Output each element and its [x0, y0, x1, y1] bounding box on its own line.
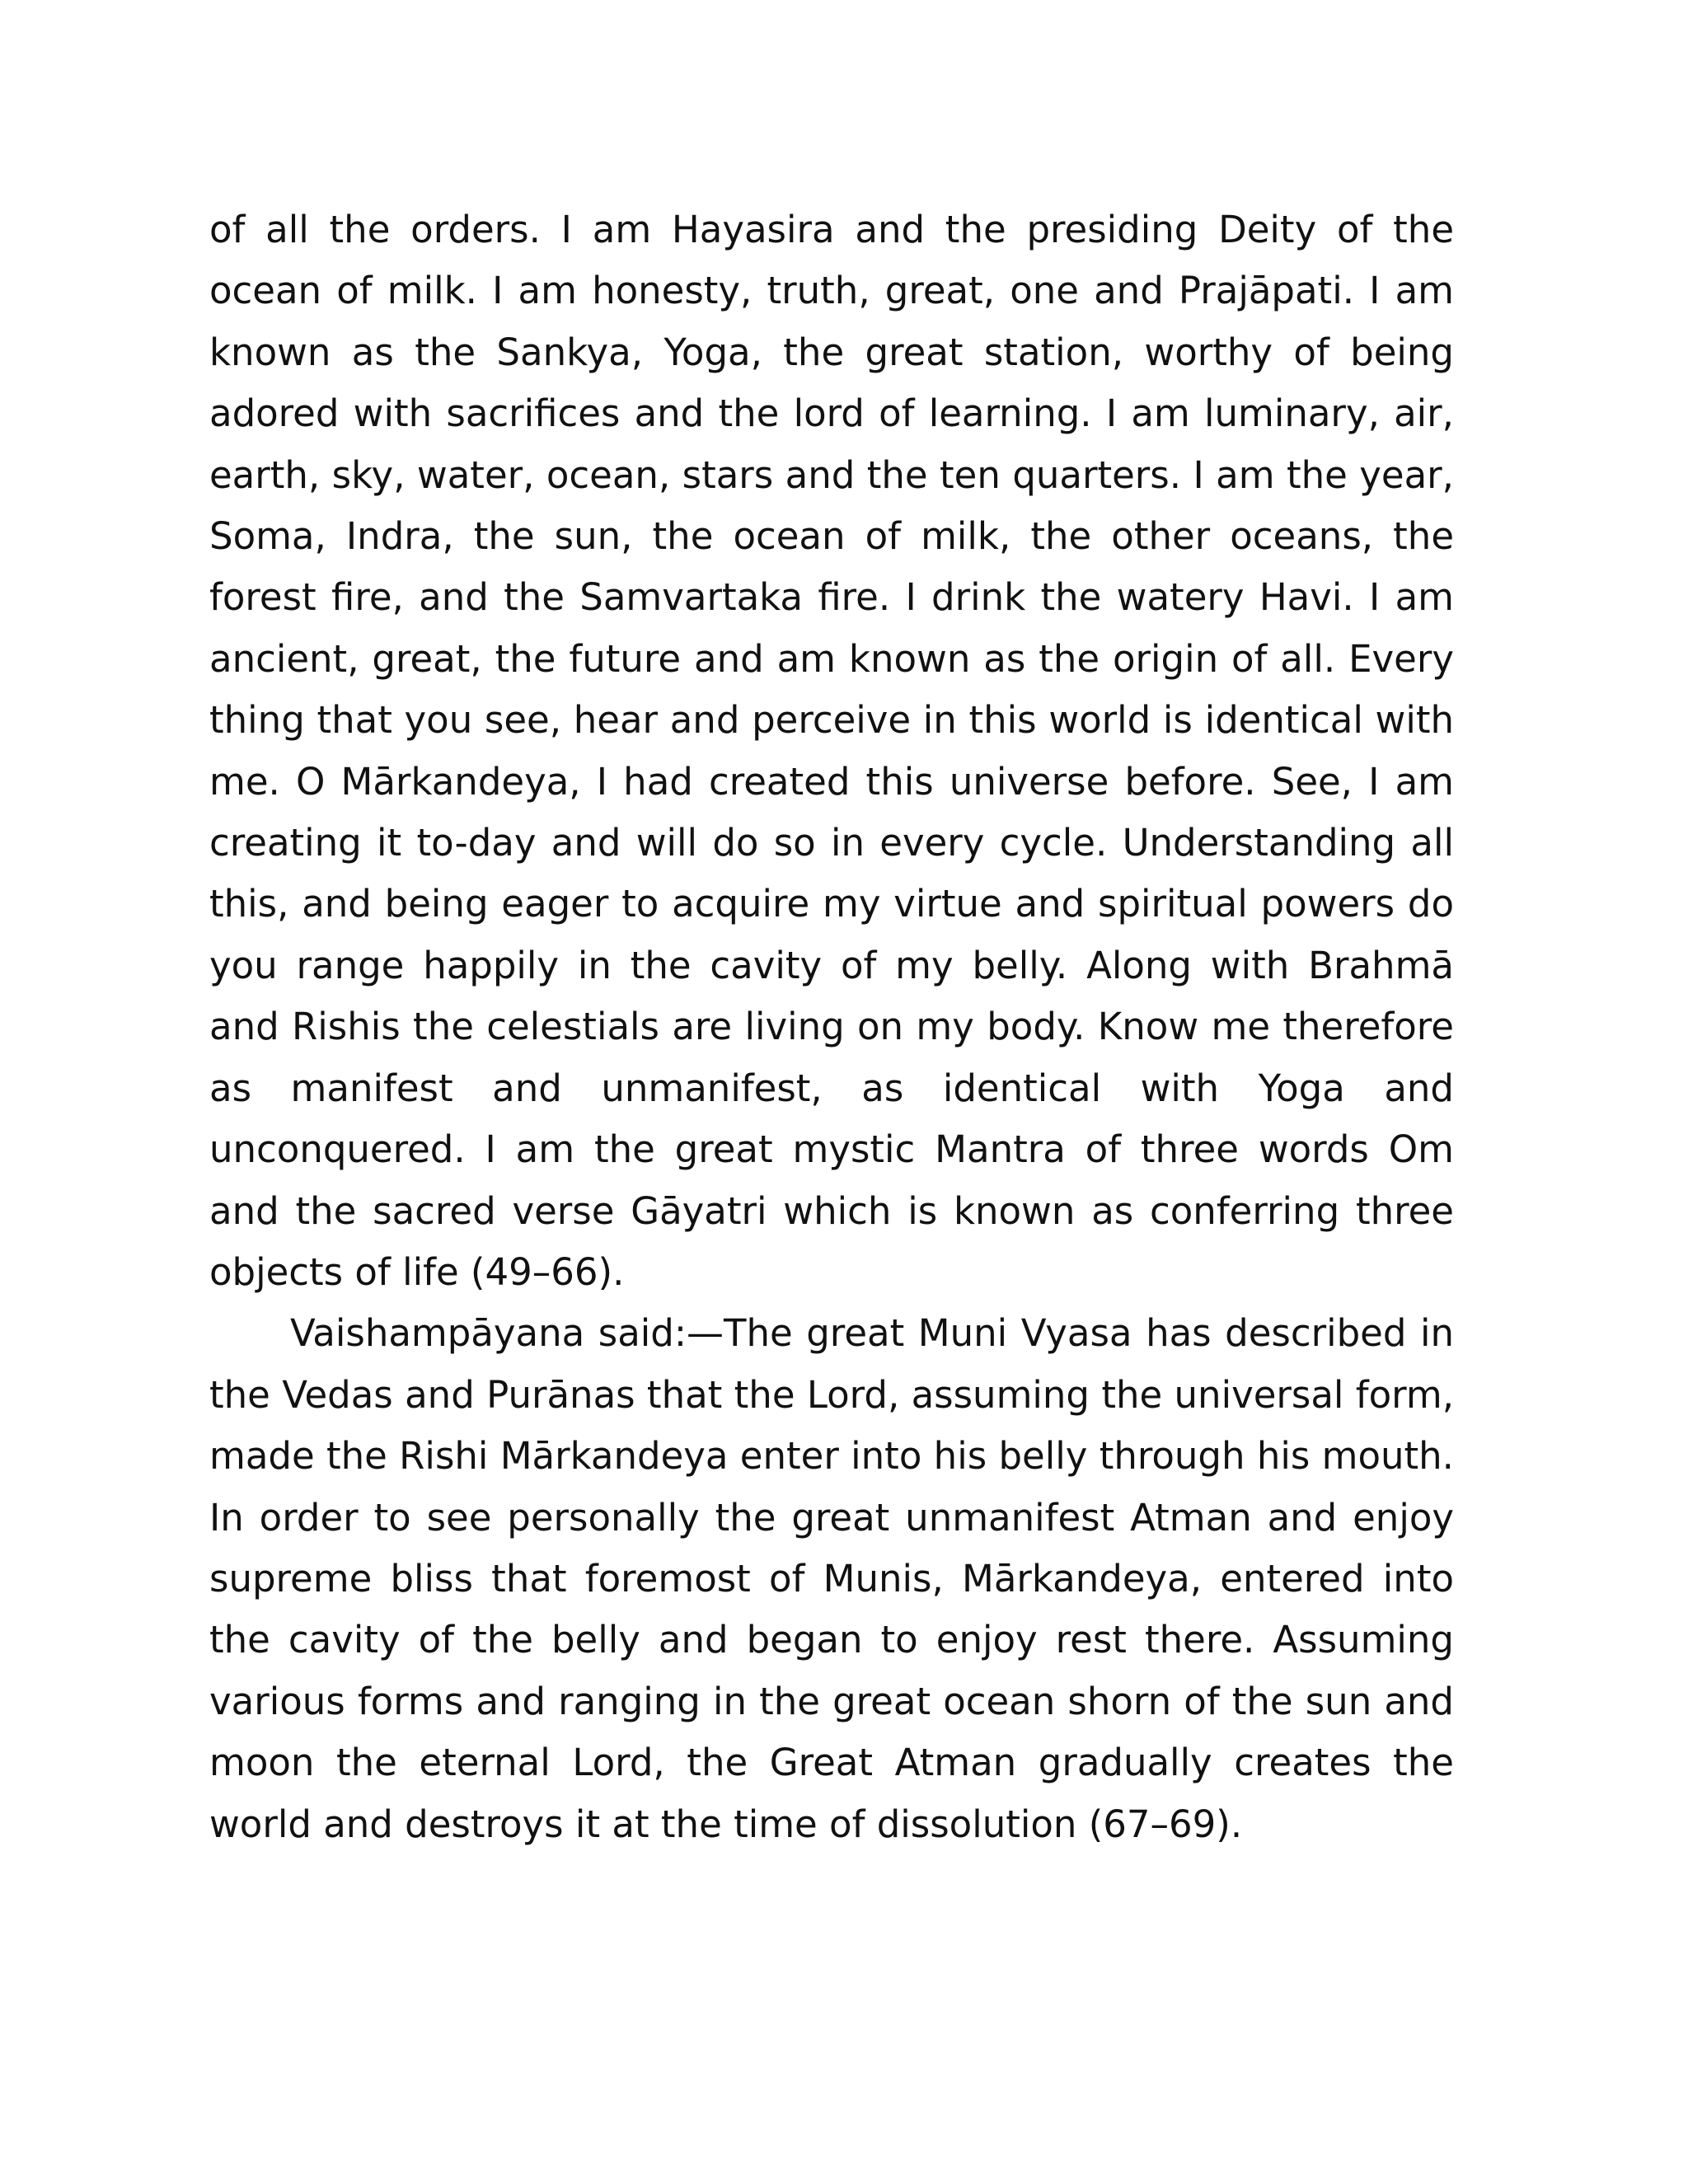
paragraph-vaishampayana: Vaishampāyana said:—The great Muni Vyasa has described in the Vedas and Purānas that the Lord, assuming the universal form, made the Rishi Mārkandeya enter into his belly through his mouth. In order to see personally the great unmanifest Atman and enjoy supreme bliss that foremost of Munis, Mārkandeya, entered into the cavity of the belly and began to enjoy rest there. Assuming various forms and ranging in the great ocean shorn of the sun and moon the eternal Lord, the Great Atman gradually creates the world and destroys it at the time of dissolution (67–69). [209, 1311, 1454, 1846]
paragraph-continuation: of all the orders. I am Hayasira and the presiding Deity of the ocean of milk. I am honesty, truth, great, one and Prajāpati. I am known as the Sankya, Yoga, the great station, worthy of being adored with sacrifices and the lord of learning. I am luminary, air, earth, sky, water, ocean, stars and the ten quarters. I am the year, Soma, Indra, the sun, the ocean of milk, the other oceans, the forest fire, and the Samvartaka fire. I drink the watery Havi. I am ancient, great, the future and am known as the origin of all. Every thing that you see, hear and perceive in this world is identical with me. O Mārkandeya, I had created this universe before. See, I am creating it to-day and will do so in every cycle. Understanding all this, and being eager to acquire my virtue and spiritual powers do you range happily in the cavity of my belly. Along with Brahmā and Rishis the celestials are living on my body. Know me therefore as manifest and unmanifest, as identical with Yoga and unconquered. I am the great mystic Mantra of three words Om and the sacred verse Gāyatri which is known as conferring three objects of life (49–66). [209, 208, 1454, 1294]
page-body [209, 199, 1454, 1855]
